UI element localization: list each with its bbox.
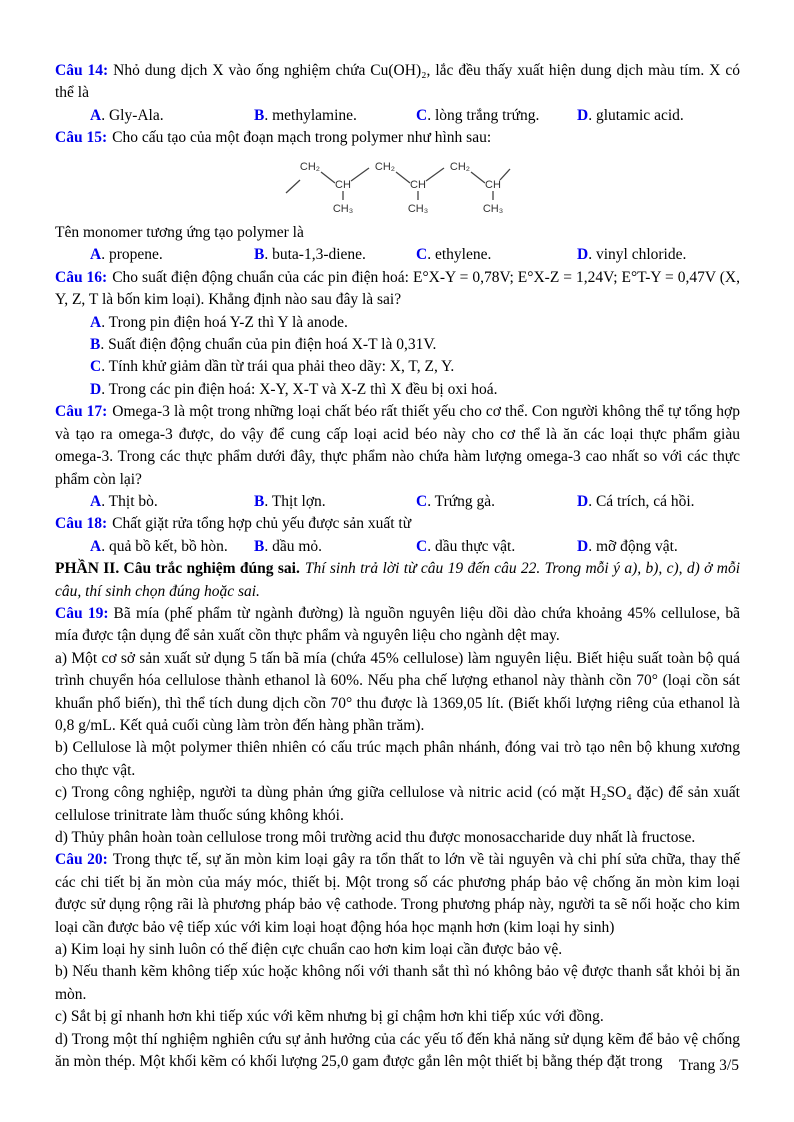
question-17-option-b [254, 491, 416, 513]
part2-instructions: Thí sinh trả lời từ câu 19 đến câu 22. Trong mỗi ý a), b), c), d) ở mỗi câu, thí sinh chọn đúng hoặc sai. [55, 560, 741, 600]
question-16-options [55, 312, 740, 402]
option-text: . dầu thực vật. [427, 537, 516, 555]
question-20-item-b: b) Nếu thanh kẽm không tiếp xúc hoặc không nối với thanh sắt thì nó không bảo vệ được thanh sắt khỏi bị ăn mòn. [55, 963, 740, 1003]
option-text: . Trong pin điện hoá Y-Z thì Y là anode. [101, 313, 348, 331]
ch-label: CH [409, 178, 426, 191]
option-text: . Cá trích, cá hồi. [588, 492, 695, 510]
question-15-options [55, 244, 740, 266]
question-15-label: Câu 15: [55, 129, 108, 147]
question-14-label: Câu 14: [55, 62, 109, 79]
question-16-option-c [90, 356, 740, 378]
question-19-text: Bã mía (phế phẩm từ ngành đường) là nguồn nguyên liệu dồi dào chứa khoảng 45% cellulose, bã mía được tận dụng để sản xuất cồn thực phẩm và nguyên liệu cho ngành dệt may. [55, 604, 740, 645]
option-letter: A [90, 492, 102, 510]
option-letter: B [254, 246, 265, 264]
question-19 [55, 603, 740, 648]
question-14-option-a [90, 105, 254, 127]
ch3-label: CH₃ [482, 202, 503, 214]
question-18-label: Câu 18: [55, 515, 108, 533]
ch-label: CH [334, 178, 351, 191]
question-16 [55, 267, 740, 312]
question-18-option-d [577, 536, 740, 558]
page-number: Trang 3/5 [678, 1057, 739, 1074]
question-19-item-c: c) Trong công nghiệp, người ta dùng phản ứng giữa cellulose và nitric acid (có mặt H₂SO₄ đặc) để sản xuất cellulose trinitrate làm thuốc súng không khói. [55, 784, 740, 824]
option-text: . propene. [101, 246, 163, 264]
question-16-label: Câu 16: [55, 268, 108, 286]
part2-title: PHẦN II. Câu trắc nghiệm đúng sai. [55, 560, 300, 578]
option-text: . mỡ động vật. [588, 537, 678, 555]
polymer-structure-drawing [284, 152, 512, 214]
question-18 [55, 513, 740, 535]
option-letter: D [90, 380, 102, 398]
ch-label: CH [484, 178, 501, 191]
question-15-text: Cho cấu tạo của một đoạn mạch trong polymer như hình sau: [112, 129, 492, 147]
question-16-option-d [90, 379, 740, 401]
question-16-text: Cho suất điện động chuẩn của các pin điện hoá: E°X-Y = 0,78V; E°X-Z = 1,24V; E°T-Y = 0,47V (X, Y, Z, T là bốn kim loại). Khẳng định nào sau đây là sai? [55, 268, 740, 309]
question-15-option-c [416, 244, 577, 266]
option-letter: C [416, 492, 428, 510]
question-14 [55, 60, 740, 105]
option-letter: C [90, 358, 102, 376]
option-text: . ethylene. [427, 246, 492, 264]
ch3-label: CH₃ [332, 202, 353, 214]
question-17-options [55, 491, 740, 513]
option-letter: B [254, 492, 265, 510]
option-text: . Gly-Ala. [101, 106, 164, 124]
option-letter: B [254, 537, 265, 555]
question-14-options [55, 105, 740, 127]
ch3-label: CH₃ [407, 202, 428, 214]
option-letter: A [90, 246, 102, 264]
option-text: . buta-1,3-diene. [264, 246, 366, 264]
question-19-item-d: d) Thủy phân hoàn toàn cellulose trong môi trường acid thu được monosaccharide duy nhất là fructose. [55, 829, 696, 846]
question-15-option-b [254, 244, 416, 266]
option-letter: A [90, 313, 102, 331]
option-text: . Trong các pin điện hoá: X-Y, X-T và X-Z thì X đều bị oxi hoá. [101, 380, 498, 398]
option-text: . Thịt bò. [101, 492, 158, 510]
question-19-item-b: b) Cellulose là một polymer thiên nhiên có cấu trúc mạch phân nhánh, đóng vai trò tạo nên bộ khung xương cho thực vật. [55, 739, 740, 779]
question-15-option-d [577, 244, 740, 266]
option-text: . Suất điện động chuẩn của pin điện hoá X-T là 0,31V. [100, 336, 437, 354]
part2-header [55, 558, 740, 603]
question-18-option-a [90, 536, 254, 558]
question-18-options [55, 536, 740, 558]
option-letter: C [416, 537, 428, 555]
question-20 [55, 849, 740, 939]
option-letter: D [577, 537, 589, 555]
question-17 [55, 401, 740, 491]
question-15-option-a [90, 244, 254, 266]
option-letter: D [577, 106, 589, 124]
option-text: . Thịt lợn. [264, 492, 326, 510]
question-20-label: Câu 20: [55, 851, 108, 869]
option-text: . dầu mỏ. [264, 537, 323, 555]
question-18-option-b [254, 536, 416, 558]
option-text: . Tính khử giảm dần từ trái qua phải theo dãy: X, T, Z, Y. [101, 358, 455, 376]
question-15-caption: Tên monomer tương ứng tạo polymer là [55, 224, 304, 242]
question-19-label: Câu 19: [55, 604, 109, 622]
option-text: . methylamine. [264, 106, 357, 124]
question-14-option-c [416, 105, 577, 127]
option-text: . Trứng gà. [427, 492, 496, 510]
option-letter: D [577, 492, 589, 510]
question-18-text: Chất giặt rửa tổng hợp chủ yếu được sản xuất từ [112, 515, 412, 533]
option-text: . quả bồ kết, bồ hòn. [101, 537, 228, 555]
question-20-item-c: c) Sắt bị gỉ nhanh hơn khi tiếp xúc với kẽm nhưng bị gỉ chậm hơn khi tiếp xúc với đồng. [55, 1008, 604, 1026]
question-17-label: Câu 17: [55, 403, 108, 421]
question-17-option-c [416, 491, 577, 513]
option-letter: C [416, 246, 428, 264]
polymer-structure [55, 152, 740, 221]
question-18-option-c [416, 536, 577, 558]
question-20-item-a: a) Kim loại hy sinh luôn có thế điện cực chuẩn cao hơn kim loại cần được bảo vệ. [55, 941, 563, 959]
ch2-label: CH₂ [449, 160, 470, 173]
question-20-text: Trong thực tế, sự ăn mòn kim loại gây ra tổn thất to lớn về tài nguyên và chi phí sửa chữa, thay thế các chi tiết bị ăn mòn của máy móc, thiết bị. Một trong số các phương pháp bảo vệ chống ăn mòn kim loại được sử dụng rộng rãi là phương pháp bảo vệ cathode. Trong phương pháp này, người ta sẽ nối hoặc cho kim loại cần được bảo vệ tiếp xúc với kim loại hoạt động hóa học mạnh hơn (kim loại hy sinh) [55, 851, 740, 936]
option-letter: D [577, 246, 589, 264]
question-14-text: Nhỏ dung dịch X vào ống nghiệm chứa Cu(OH)₂, lắc đều thấy xuất hiện dung dịch màu tím. X có thể là [55, 62, 740, 102]
atom-labels [299, 161, 502, 214]
ch2-label: CH₂ [374, 160, 395, 173]
option-text: . glutamic acid. [588, 106, 684, 124]
option-letter: A [90, 106, 102, 124]
option-text: . vinyl chloride. [588, 246, 687, 264]
question-14-option-b [254, 105, 416, 127]
option-letter: B [90, 336, 101, 354]
question-16-option-b [90, 334, 740, 356]
question-17-option-d [577, 491, 740, 513]
option-letter: B [254, 106, 265, 124]
question-19-item-a: a) Một cơ sở sản xuất sử dụng 5 tấn bã mía (chứa 45% cellulose) làm nguyên liệu. Biết hiệu suất toàn bộ quá trình chuyển hóa cellulose thành ethanol là 60%. Nếu pha chế lượng ethanol này thành cồn 70° (loại cồn sát khuẩn phổ biến), thì thể tích dung dịch cồn 70° thu được là 1369,05 lít. (Biết khối lượng riêng của ethanol là 0,8 g/mL. Kết quả cuối cùng làm tròn đến hàng phần trăm). [55, 649, 740, 734]
question-16-option-a [90, 312, 740, 334]
question-17-option-a [90, 491, 254, 513]
option-letter: C [416, 106, 428, 124]
question-20-item-d: d) Trong một thí nghiệm nghiên cứu sự ảnh hưởng của các yếu tố đến khả năng sử dụng kẽm để bảo vệ chống ăn mòn thép. Một khối kẽm có khối lượng 25,0 gam được gắn lên một thiết bị bằng thép đặt trong [55, 1030, 740, 1071]
question-15 [55, 127, 740, 149]
question-17-text: Omega-3 là một trong những loại chất béo rất thiết yếu cho cơ thể. Con người không thể tự tổng hợp và tạo ra omega-3 được, do vậy để cung cấp loại acid béo này cho cơ thể là ăn các loại thực phẩm giàu omega-3. Trong các thực phẩm dưới đây, thực phẩm nào chứa hàm lượng omega-3 cao nhất so với các thực phẩm còn lại? [55, 403, 740, 488]
ch2-label: CH₂ [299, 160, 320, 173]
option-text: . lòng trắng trứng. [427, 106, 540, 124]
option-letter: A [90, 537, 102, 555]
question-14-option-d [577, 105, 740, 127]
